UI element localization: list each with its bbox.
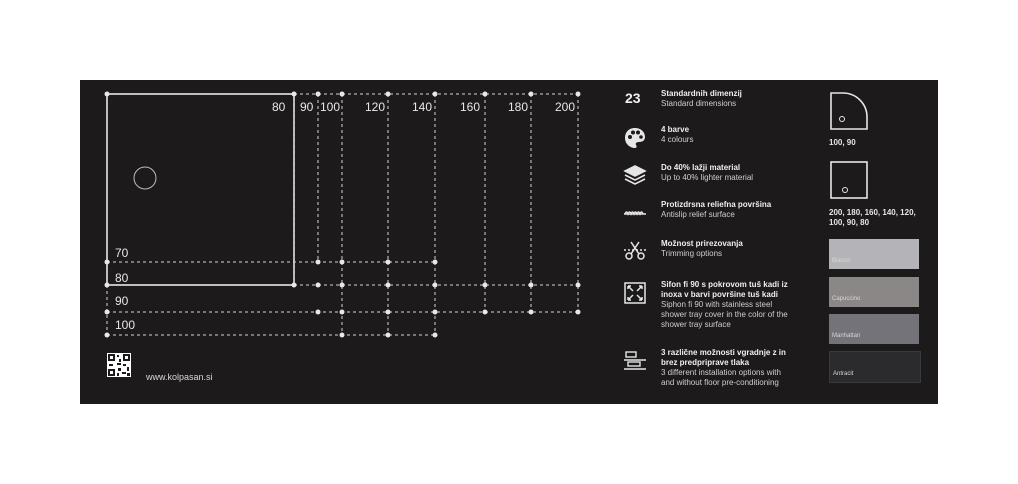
installation-icon bbox=[622, 348, 648, 374]
feature-subtitle: Trimming options bbox=[661, 249, 723, 258]
feature-subtitle: Siphon fi 90 with stainless steel shower tray cover in the color of the shower tray surface bbox=[661, 300, 788, 329]
dim-label-90-top: 90 bbox=[300, 100, 314, 114]
swatch-label: Bianco bbox=[832, 258, 851, 264]
feature-antislip bbox=[661, 200, 796, 220]
layers-icon bbox=[622, 162, 648, 188]
dim-label-80-top: 80 bbox=[272, 100, 286, 114]
feature-installation bbox=[661, 348, 796, 388]
dim-label-140-top: 140 bbox=[412, 100, 433, 114]
square-tray-icon bbox=[829, 160, 869, 200]
dim-label-70-side: 70 bbox=[115, 246, 129, 260]
drain-circle bbox=[134, 167, 156, 189]
swatch-label: Manhattan bbox=[832, 333, 861, 339]
swatch-label: Capuccino bbox=[832, 296, 861, 302]
feature-subtitle: Standard dimensions bbox=[661, 99, 737, 108]
scissors-icon bbox=[622, 237, 648, 263]
swatch-antracit bbox=[829, 351, 921, 383]
feature-colours bbox=[661, 125, 796, 145]
feature-standard-dimensions bbox=[661, 89, 796, 109]
feature-lighter-material bbox=[661, 163, 796, 183]
feature-subtitle: 3 different installation options with and without floor pre-conditioning bbox=[661, 368, 781, 387]
dim-label-80-side: 80 bbox=[115, 271, 129, 285]
dim-label-200-top: 200 bbox=[555, 100, 576, 114]
feature-title: 4 barve bbox=[661, 125, 690, 134]
feature-subtitle: Antislip relief surface bbox=[661, 210, 735, 219]
square-sizes: 200, 180, 160, 140, 120, 100, 90, 80 bbox=[829, 208, 916, 227]
expand-arrows-icon bbox=[622, 280, 648, 306]
dimension-diagram bbox=[80, 80, 610, 404]
dim-label-160-top: 160 bbox=[460, 100, 481, 114]
dim-label-120-top: 120 bbox=[365, 100, 386, 114]
dimension-guides bbox=[107, 94, 578, 335]
feature-title: Do 40% lažji material bbox=[661, 163, 741, 172]
website-link[interactable]: www.kolpasan.si bbox=[146, 372, 213, 382]
quarter-round-sizes: 100, 90 bbox=[829, 138, 856, 147]
dim-label-180-top: 180 bbox=[508, 100, 529, 114]
feature-trimming bbox=[661, 239, 796, 259]
swatch-bianco bbox=[829, 239, 919, 269]
feature-siphon bbox=[661, 280, 796, 330]
feature-title: 3 različne možnosti vgradnje z in brez predpriprave tlaka bbox=[661, 348, 786, 367]
palette-icon bbox=[622, 125, 648, 151]
tray-outline bbox=[107, 94, 294, 285]
feature-title: Protizdrsna reliefna površina bbox=[661, 200, 772, 209]
swatch-label: Antracit bbox=[833, 371, 854, 377]
dim-label-100-top: 100 bbox=[320, 100, 341, 114]
swatch-capuccino bbox=[829, 277, 919, 307]
product-info-panel bbox=[80, 80, 938, 404]
dim-label-90-side: 90 bbox=[115, 294, 129, 308]
qr-code-icon bbox=[107, 353, 131, 377]
dim-label-100-side: 100 bbox=[115, 318, 136, 332]
feature-title: Sifon fi 90 s pokrovom tuš kadi iz inoxa v barvi površine tuš kadi bbox=[661, 280, 788, 299]
feature-subtitle: Up to 40% lighter material bbox=[661, 173, 754, 182]
feature-title: Standardnih dimenzij bbox=[661, 89, 742, 98]
feature-subtitle: 4 colours bbox=[661, 135, 694, 144]
quarter-round-tray-icon bbox=[829, 91, 869, 131]
swatch-manhattan bbox=[829, 314, 919, 344]
number-23-icon: 23 bbox=[625, 90, 641, 106]
relief-surface-icon bbox=[622, 198, 648, 224]
feature-title: Možnost prirezovanja bbox=[661, 239, 743, 248]
